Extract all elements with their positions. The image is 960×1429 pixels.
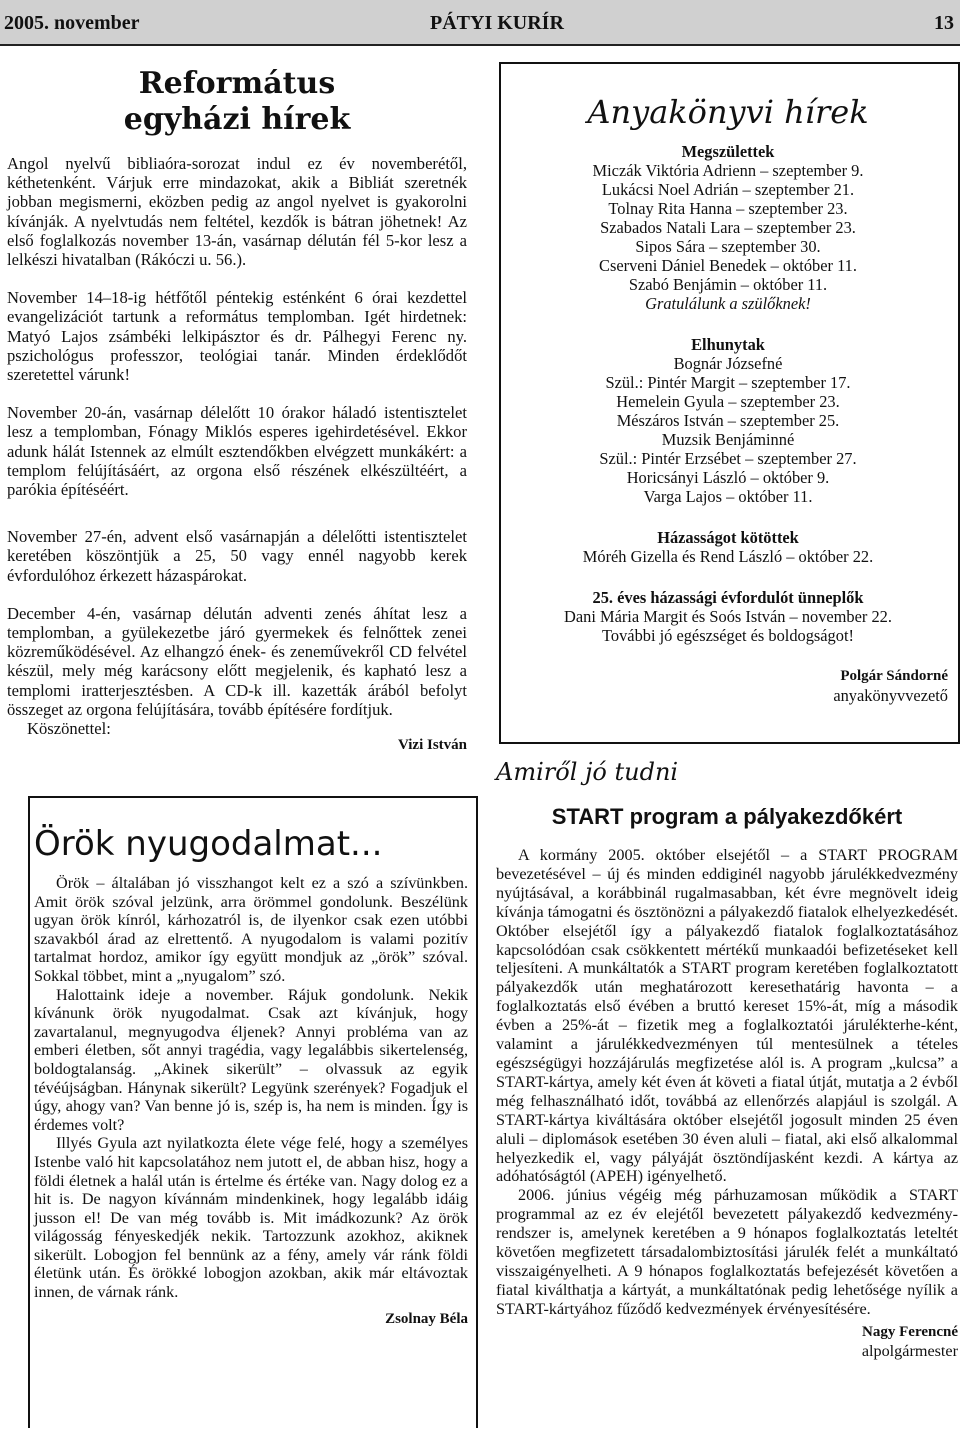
orok-title: Örök nyugodalmat... bbox=[34, 824, 383, 864]
reformatus-paragraph: December 4-én, vasárnap délután adventi zenés áhítat lesz a templomban, a gyülekezetbe járó gyermekek és felnőttek zenei közreműködésével. Az elhangzó ének- és zeneművekről CD felvétel készül, mely még karácsony előtt megjelenik, és kapható lesz a templomi iratterjesztésben. A CD-k ill. kazetták árából befolyt összeget az orgona felújítására, tovább építésére fordítjuk. bbox=[7, 603, 467, 719]
reformatus-paragraph: November 14–18-ig hétfőtől péntekig esténként 6 órai kezdettel evangelizációt tartunk a református templomban. Igét hirdetnek: Matyó Lajos zsámbéki lelkipásztor és dr. Pálhegyi Ferenc ny. pszichológus professzor, teológiai tanár. Minden érdeklődőt szeretettel várunk! bbox=[7, 288, 467, 385]
reformatus-paragraph: November 27-én, advent első vasárnapján a délelőtti istentisztelet keretében köszöntjük a 25, 50 vagy ennél nagyobb kerek évfordulóhoz érkezett házaspárokat. bbox=[7, 527, 467, 585]
start-paragraph: 2006. június végéig még párhuzamosan működik a START programmal az ez év elejétől bevezetett pályakezdő kedvezmény-rendszer is, amelynek keretében a 9 hónapos foglalkoztatás leteltét követően megfizetett társadalombiztosítási járulék felét a munkáltató visszaigényelheti. A 9 hónapos foglalkoztatás befejezését követően a fiatal kiválthatja a kártyát, a munkáltatónak pedig lehetősége nyílik a START-kártyához fűződő kedvezmények érvényesítésére. bbox=[496, 1186, 958, 1318]
orok-paragraph: Örök – általában jó visszhangot kelt ez a szó a szívünkben. Amit örök szóval jelzünk, arra örömmel gondolunk. Beszélünk ugyan örök kínról, kárhozatról is, de ilyenkor csak ezen utóbbi szavakból árad az elrettentő. A nyugodalom is valami pozitív tartalmat hordoz, amikor így együtt mondjuk az „örök” szóval. Sokkal többet, mint a „nyugalom” szó. bbox=[34, 874, 468, 985]
birth-entry: Miczák Viktória Adrienn – szeptember 9. bbox=[592, 161, 864, 180]
registrar-role: anyakönyvvezető bbox=[833, 686, 948, 705]
start-title: START program a pályakezdőkért bbox=[551, 804, 903, 829]
anniversary-wish: További jó egészséget és boldogságot! bbox=[602, 626, 854, 645]
congrats-line: Gratulálunk a szülőknek! bbox=[645, 294, 811, 313]
anyakonyv-section bbox=[508, 92, 948, 705]
death-entry: Szül.: Pintér Margit – szeptember 17. bbox=[605, 373, 851, 392]
amirol-kicker: Amiről jó tudni bbox=[496, 758, 679, 786]
birth-entry: Szabó Benjámin – október 11. bbox=[628, 275, 828, 294]
orok-signature: Zsolnay Béla bbox=[385, 1310, 468, 1327]
issue-date: 2005. november bbox=[4, 12, 140, 34]
death-entry: Szül.: Pintér Erzsébet – szeptember 27. bbox=[599, 449, 857, 468]
page-header bbox=[0, 0, 960, 46]
page-number: 13 bbox=[934, 12, 954, 34]
orok-paragraph: Illyés Gyula azt nyilatkozta élete vége felé, hogy a személyes Istenbe való hit kapcsolatához nem jutott el, de abban hisz, hogy a földi életnek a halál után is értelme és értéke van. Nagy dolog ez a hit is. De nagyon kívánnám mindenkinek, hogy legalább idáig jusson el! De van még tovább is. Mit imádkozunk? Az örök világosság fényeskedjék nekik. Tartozzunk azokhoz, akiknek sikerült. Lobogjon fel bennünk az a fény, amely vár ránk földi életünk után. És örökké lobogjon azokban, akik már eltávoztak innen, de várnak ránk. bbox=[34, 1134, 468, 1302]
author-role: alpolgármester bbox=[861, 1341, 958, 1360]
anyakonyv-title: Anyakönyvi hírek bbox=[587, 93, 869, 131]
death-entry: Hemelein Gyula – szeptember 23. bbox=[616, 392, 840, 411]
death-entry: Horicsányi László – október 9. bbox=[626, 468, 830, 487]
death-entry: Bognár Józsefné bbox=[673, 354, 783, 373]
marriage-entry: Móréh Gizella és Rend László – október 22. bbox=[582, 547, 874, 566]
birth-entry: Lukácsi Noel Adrián – szeptember 21. bbox=[601, 180, 855, 199]
reformatus-title-2: egyházi hírek bbox=[123, 102, 351, 137]
death-entry: Muzsik Benjáminné bbox=[661, 430, 795, 449]
author-name: Nagy Ferencné bbox=[862, 1323, 958, 1340]
reformatus-thanks: Köszönettel: bbox=[27, 719, 111, 739]
birth-entry: Cserveni Dániel Benedek – október 11. bbox=[599, 256, 857, 275]
birth-entry: Tolnay Rita Hanna – szeptember 23. bbox=[608, 199, 848, 218]
deaths-heading: Elhunytak bbox=[691, 335, 765, 354]
start-paragraph: A kormány 2005. október elsejétől – a START PROGRAM bevezetésével – új és minden eddiginél nagyobb járulékkedvezmény nyújtásával, a korábbinál rugalmasabban, két évre megnövelt ideig kívánja támogatni és ösztönözni a pályakezdő fiatalok elhelyezkedését. Október elsejétől így a pályakezdő fiatalok foglalkoztatásához kapcsolódóan csak csökkentett mértékű munkaadói befizetéseket kell teljesíteni. A munkáltatók a START program keretében foglalkoztatott pályakezdők után meghatározott keresethatárig havonta – a foglalkoztatás első évében a bruttó kereset 15%-át, míg a második évben a 25%-át – fizetik meg a foglalkoztatói járulékterhe-ként, valamint a járulékkedvezményen túl mentesülnek a tételes egészségügyi hozzájárulás megfizetése alól is. A program „kulcsa” a START-kártya, amely két éven át követi a fiatal útját, mutatja a 2 évből még felhasználható időt, továbbá az ellenőrzés alapjául is szolgál. A START-kártya kiváltására október elsejétől jogosult minden 25 éven aluli – diplomások esetében 30 éven aluli – fiatal, aki első alkalommal helyezkedik el, vagy pályáját ösztöndíjasként kezdi. A kártya az adóhatóságtól (APEH) igényelhető. bbox=[496, 846, 958, 1186]
newspaper-name: PÁTYI KURÍR bbox=[430, 12, 564, 34]
births-heading: Megszülettek bbox=[681, 142, 775, 161]
marriage-heading: Házasságot kötöttek bbox=[657, 528, 799, 547]
death-entry: Varga Lajos – október 11. bbox=[643, 487, 813, 506]
orok-article bbox=[34, 822, 468, 1328]
death-entry: Mészáros István – szeptember 25. bbox=[616, 411, 840, 430]
reformatus-signature: Vizi István bbox=[397, 737, 467, 754]
reformatus-title-1: Református bbox=[138, 66, 336, 101]
birth-entry: Sipos Sára – szeptember 30. bbox=[635, 237, 821, 256]
anniversary-heading: 25. éves házassági évfordulót ünneplők bbox=[592, 588, 864, 607]
anniversary-entry: Dani Mária Margit és Soós István – november 22. bbox=[564, 607, 892, 626]
birth-entry: Szabados Natali Lara – szeptember 23. bbox=[600, 218, 856, 237]
reformatus-article bbox=[7, 66, 467, 755]
reformatus-paragraph: November 20-án, vasárnap délelőtt 10 órakor háladó istentisztelet lesz a templomban, Fónagy Miklós esperes igehirdetésével. Ekkor adunk hálát Istennek az elmúlt esztendőkben elvégzett munkákért: a templom felújításáért, az orgona első részének elkészültéért, a parókia építéséért. bbox=[7, 403, 467, 500]
registrar-name: Polgár Sándorné bbox=[840, 668, 948, 684]
orok-paragraph: Halottaink ideje a november. Rájuk gondolunk. Nekik kívánunk örök nyugodalmat. Csak azt kívánjuk, hogy zavartalanul, megnyugodva éljenek? Annyi probléma van az emberi életben, sőt annyi tragédia, vagy legalábbis sikertelenség, boldogtalanság. „Akinek sikerült” – olvassuk az egyik tévéújságban. Hánynak sikerült? Legyünk szerények? Fogadjuk el úgy, ahogy van? Van benne jó is, szép is, ha nem is minden. Így is érdemes volt? bbox=[34, 985, 468, 1134]
reformatus-paragraph: Angol nyelvű bibliaóra-sorozat indul ez év novemberétől, kéthetenként. Várjuk erre mindazokat, akik a Bibliát szeretnék jobban megismerni, eközben pedig az angol nyelvet is gyakorolni kívánják. A nyelvtudás nem feltétel, kezdők is bátran jöhetnek! Az első foglalkozás november 13-án, vasárnap délután fél 5-kor lesz a lelkészi hivatalban (Rákóczi u. 56.). bbox=[7, 154, 467, 270]
start-article bbox=[496, 758, 958, 1360]
